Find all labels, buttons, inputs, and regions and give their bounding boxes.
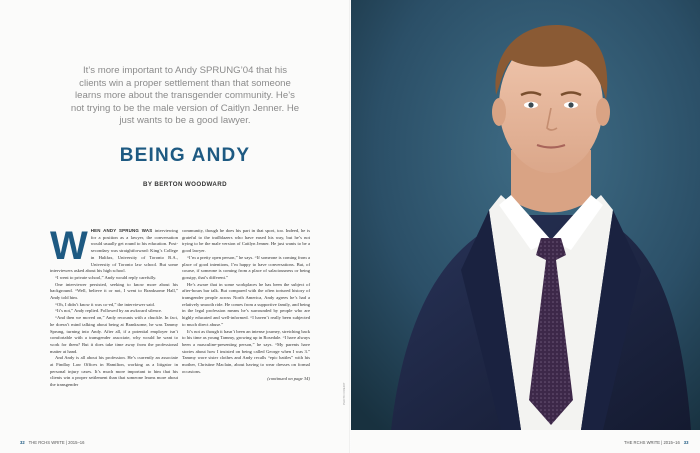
paragraph: He’s aware that in some workplaces he has been the subject of after-hours bar talk. But compared with the often tortured history of transgender people across North America, Andy agrees he’s had a relatively smooth ride. He comes from a supportive family, and being in the legal profession means he’s surrounded by people who are highly educated and well-informed. “I haven’t really been subjected to much direct abuse.” [182, 281, 310, 327]
paragraph: “Oh, I didn’t know it was co-ed,” the interviewer said. [55, 301, 155, 307]
continued-note: (continued on page 34) [267, 376, 310, 382]
page-number-left: 32 [20, 440, 25, 445]
paragraph: “I went to private school,” Andy would reply carefully. [55, 274, 157, 280]
right-ear [596, 98, 610, 126]
folio-right [624, 440, 688, 445]
portrait-photo [351, 0, 700, 430]
drop-cap: W [50, 224, 88, 268]
photo-credit: PHOTO CREDIT [342, 382, 346, 405]
paragraph-text: interviewing for a position as a lawyer, the conversation would usually get round to his education. Post-secondary was straightforward: King’s College in Halifax, University of Toronto B.A., University of Toronto law school. But some interviewers asked about his high school. [50, 228, 178, 274]
page-number-right: 33 [683, 440, 689, 445]
paragraph: “It’s not,” Andy replied. Followed by an awkward silence. [55, 308, 163, 314]
folio-text-right: THE RCHS WRITE | 2015–16 [624, 440, 680, 445]
article-headline: BEING ANDY [119, 145, 251, 166]
left-pupil [528, 102, 533, 107]
lead-in: HEN ANDY SPRUNG WAS [90, 228, 153, 233]
paragraph: And Andy is all about his profession. He’s currently an associate at Findlay Law Offices in Hamilton, working as a litigator in personal injury cases. It’s much more important to him that his clients win a proper settlement than that someone learns more about the transgender [50, 355, 178, 388]
folio-left [20, 440, 84, 445]
left-ear [492, 98, 506, 126]
paragraph: “And then we moved on,” Andy recounts with a chuckle. In fact, he doesn’t mind talking about being at Branksome, he was Tammy Sprung, turning into Andy. After all, if a potential employer isn’t comfortable with a transgender associate, why would he want to work for them? But it does take time away from the professional matter at hand. [50, 315, 178, 354]
paragraph: community, though he does his part in that sport, too. Indeed, he is grateful to the trailblazers who have eased his way, but he’s not trying to be the male version of Caitlyn Jenner. He just wants to be a good lawyer. [182, 228, 310, 254]
paragraph: It’s not as though it hasn’t been an intense journey, stretching back to his time as young Tammy, growing up in Rosedale. “I have always been a masculine-presenting person,” he says. “My parents have stories about how I insisted on being called George when I was 3.” Tammy wore sister clothes and Andy recalls “epic battles” with his mother, Christine Maclain, about having to wear dresses on formal occasions. [182, 328, 310, 374]
article-column-1 [50, 224, 178, 389]
paragraph: One interviewer persisted, seeking to know more about his background. “Well, believe it or not, I went to Branksome Hall,” Andy told him. [50, 281, 178, 301]
tie-knot [536, 238, 566, 260]
paragraph: “I’m a pretty open person,” he says. “If someone is coming from a place of good intentions, I’m happy to have conversations. But, of course, if someone is coming from a place of salaciousness or being gossipy, that’s different.” [182, 254, 310, 280]
article-byline: BY BERTON WOODWARD [143, 181, 227, 188]
article-deck: It’s more important to Andy SPRUNG’04 that his clients win a proper settlement than that someone learns more about the transgender community. He’s not trying to be the male version of Caitlyn Jenner. He just wants to be a good lawyer. [70, 65, 300, 127]
portrait-illustration [351, 0, 700, 430]
article-column-2 [182, 228, 310, 383]
folio-text-left: THE RCHS WRITE | 2015–16 [28, 440, 85, 445]
right-pupil [568, 102, 573, 107]
first-paragraph [50, 224, 178, 275]
